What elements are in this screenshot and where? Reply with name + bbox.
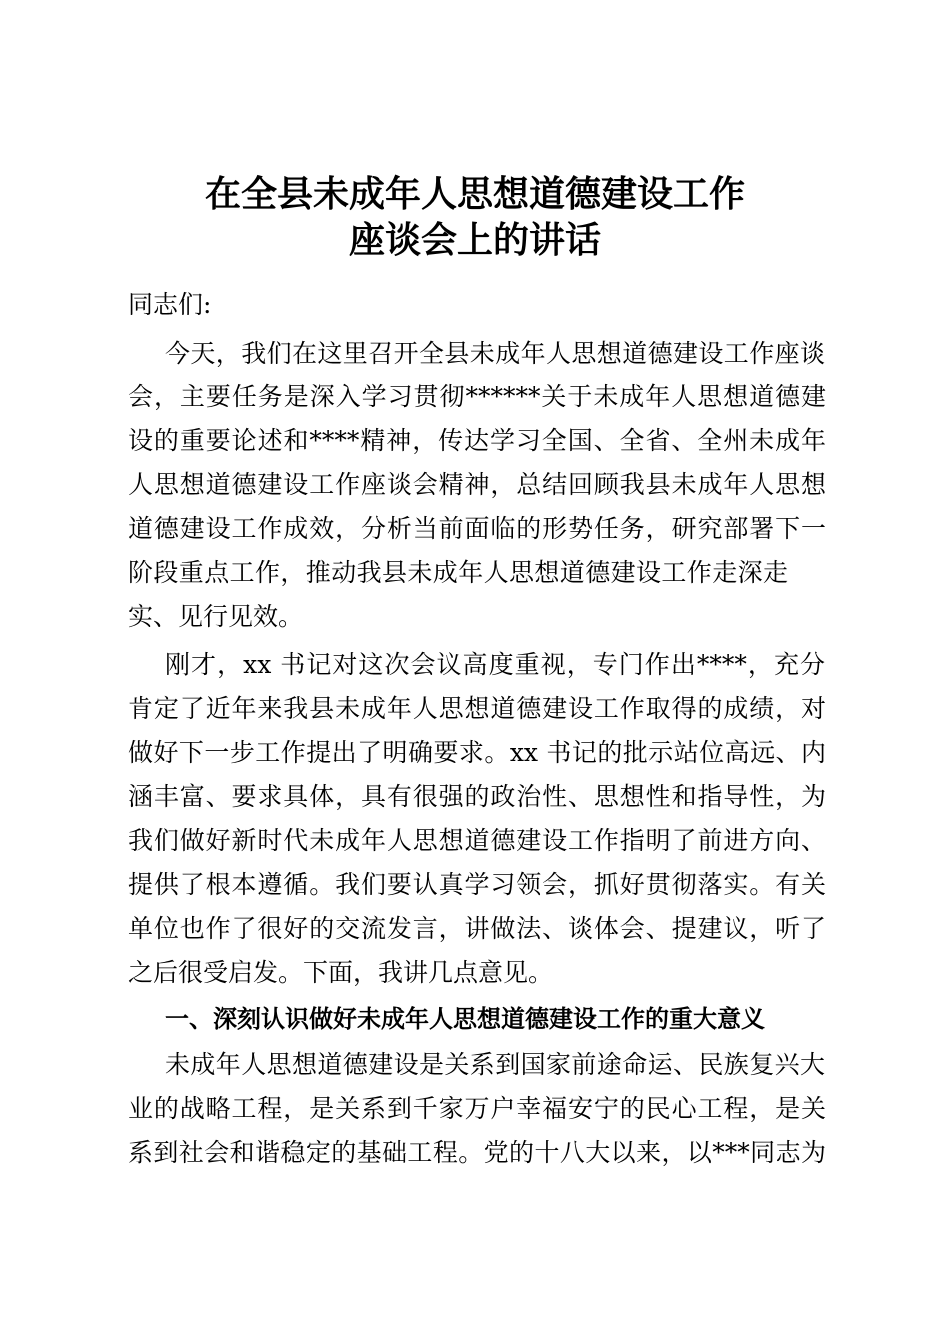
paragraph-line: 未成年人思想道德建设是关系到国家前途命运、民族复兴大 [165, 1050, 825, 1079]
paragraph-line: 今天，我们在这里召开全县未成年人思想道德建设工作座谈 [165, 339, 825, 368]
paragraph-line: 单位也作了很好的交流发言，讲做法、谈体会、提建议，听了 [128, 914, 826, 943]
paragraph-line: 会，主要任务是深入学习贯彻******关于未成年人思想道德建 [128, 382, 826, 411]
paragraph-line: 涵丰富、要求具体，具有很强的政治性、思想性和指导性，为 [128, 782, 826, 811]
paragraph-line: 肯定了近年来我县未成年人思想道德建设工作取得的成绩，对 [128, 694, 826, 723]
document-title-line-2: 座谈会上的讲话 [348, 219, 601, 261]
paragraph-line: 实、见行见效。 [128, 602, 304, 631]
paragraph-line: 道德建设工作成效，分析当前面临的形势任务，研究部署下一 [128, 514, 826, 543]
paragraph-line: 业的战略工程，是关系到千家万户幸福安宁的民心工程，是关 [128, 1094, 826, 1123]
document-title-line-1: 在全县未成年人思想道德建设工作 [204, 173, 745, 215]
paragraph-line: 刚才，xx 书记对这次会议高度重视，专门作出****，充分 [165, 650, 825, 679]
paragraph-line: 提供了根本遵循。我们要认真学习领会，抓好贯彻落实。有关 [128, 870, 826, 899]
paragraph-line: 之后很受启发。下面，我讲几点意见。 [128, 958, 554, 987]
paragraph-line: 我们做好新时代未成年人思想道德建设工作指明了前进方向、 [128, 826, 826, 855]
paragraph-line: 设的重要论述和****精神，传达学习全国、全省、全州未成年 [128, 426, 826, 455]
paragraph-line: 阶段重点工作，推动我县未成年人思想道德建设工作走深走 [128, 558, 788, 587]
salutation: 同志们: [128, 290, 212, 319]
paragraph-line: 人思想道德建设工作座谈会精神，总结回顾我县未成年人思想 [128, 470, 826, 499]
paragraph-line: 系到社会和谐稳定的基础工程。党的十八大以来，以***同志为 [128, 1138, 826, 1167]
paragraph-line: 做好下一步工作提出了明确要求。xx 书记的批示站位高远、内 [128, 738, 826, 767]
section-heading: 一、深刻认识做好未成年人思想道德建设工作的重大意义 [165, 1005, 765, 1033]
